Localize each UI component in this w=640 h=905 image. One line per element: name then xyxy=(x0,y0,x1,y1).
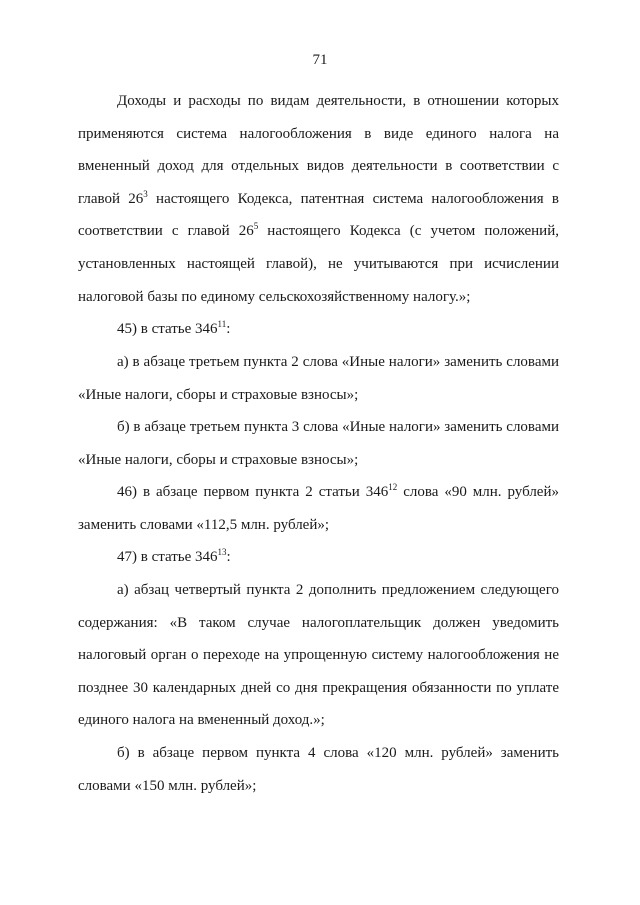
text-line: Доходы и расходы по видам деятельности, в отношении которых xyxy=(117,93,559,109)
superscript: 12 xyxy=(388,482,398,492)
text-fragment: 47) в статье 346 xyxy=(117,549,218,565)
text-fragment: настоящего Кодекса, патентная система налогообложения в xyxy=(147,190,559,207)
page-number: 71 xyxy=(312,52,328,68)
text-line xyxy=(78,215,559,248)
item-47 xyxy=(78,541,559,574)
text-line xyxy=(78,183,559,216)
text-line: б) в абзаце третьем пункта 3 слова «Иные налоги» заменить словами xyxy=(117,419,559,435)
text-line: налоговый орган о переходе на упрощенную систему налогообложения не xyxy=(78,647,559,664)
text-fragment: настоящего Кодекса (с учетом положений, xyxy=(258,223,559,240)
text-fragment: 45) в статье 346 xyxy=(117,321,218,337)
superscript: 5 xyxy=(253,221,259,232)
superscript: 13 xyxy=(217,547,227,557)
item-45-a xyxy=(78,346,559,411)
text-line: позднее 30 календарных дней со дня прекращения обязанности по уплате xyxy=(78,679,559,696)
text-line: установленных настоящей главой), не учитываются при исчислении xyxy=(78,255,559,272)
item-47-a xyxy=(78,574,559,737)
text-line: заменить словами «112,5 млн. рублей»; xyxy=(78,516,330,533)
text-line: применяются система налогообложения в виде единого налога на xyxy=(78,125,559,142)
text-fragment: слова «90 млн. рублей» xyxy=(397,484,559,500)
text-line xyxy=(78,313,559,346)
text-line: а) абзац четвертый пункта 2 дополнить предложением следующего xyxy=(117,582,559,598)
superscript: 3 xyxy=(143,188,148,199)
text-fragment: : xyxy=(226,549,231,565)
text-line: вмененный доход для отдельных видов деятельности в соответствии с xyxy=(78,158,559,175)
text-line: «Иные налоги, сборы и страховые взносы»; xyxy=(78,451,359,468)
item-46 xyxy=(78,476,559,541)
text-line: б) в абзаце первом пункта 4 слова «120 млн. рублей» заменить xyxy=(117,745,559,761)
text-fragment: главой 26 xyxy=(78,190,144,207)
text-fragment: соответствии с главой 26 xyxy=(78,223,254,240)
text-fragment: 46) в абзаце первом пункта 2 статьи 346 xyxy=(117,484,389,500)
text-line: словами «150 млн. рублей»; xyxy=(78,777,257,794)
text-line: содержания: «В таком случае налогоплательщик должен уведомить xyxy=(78,614,559,631)
paragraph-income-expenses xyxy=(78,85,559,313)
text-line xyxy=(78,541,559,574)
text-line: налоговой базы по единому сельскохозяйственному налогу.»; xyxy=(78,288,471,305)
text-line xyxy=(78,476,559,509)
item-45 xyxy=(78,313,559,346)
item-47-b xyxy=(78,737,559,802)
item-45-b xyxy=(78,411,559,476)
text-fragment: : xyxy=(226,321,231,337)
superscript: 11 xyxy=(217,319,227,329)
text-line: а) в абзаце третьем пункта 2 слова «Иные налоги» заменить словами xyxy=(117,354,559,370)
text-line: «Иные налоги, сборы и страховые взносы»; xyxy=(78,386,359,403)
text-line: единого налога на вмененный доход.»; xyxy=(78,712,325,729)
